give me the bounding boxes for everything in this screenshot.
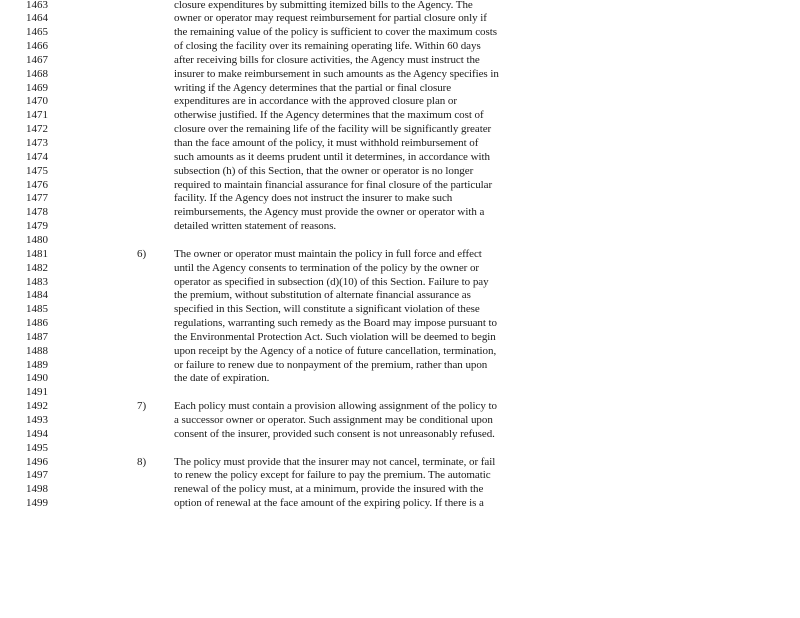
line-text: until the Agency consents to termination of the policy by the owner or bbox=[174, 261, 480, 274]
line-text: the premium, without substitution of alternate financial assurance as bbox=[174, 289, 471, 302]
line-number: 1478 bbox=[26, 206, 48, 219]
line-number: 1488 bbox=[26, 344, 48, 357]
line-number: 1490 bbox=[26, 372, 48, 385]
document-line bbox=[0, 371, 800, 385]
line-number: 1492 bbox=[26, 400, 48, 413]
line-number: 1467 bbox=[26, 53, 48, 66]
line-text: than the face amount of the policy, it must withhold reimbursement of bbox=[174, 137, 479, 149]
line-number: 1491 bbox=[26, 386, 48, 399]
line-text: regulations, warranting such remedy as the Board may impose pursuant to bbox=[174, 317, 498, 330]
line-number: 1466 bbox=[26, 40, 48, 53]
line-number: 1498 bbox=[26, 483, 48, 496]
line-text: to renew the policy except for failure to pay the premium. The automatic bbox=[174, 469, 491, 482]
line-number: 1499 bbox=[26, 497, 48, 510]
line-text: after receiving bills for closure activities, the Agency must instruct the bbox=[174, 53, 480, 66]
line-text: subsection (h) of this Section, that the owner or operator is no longer bbox=[174, 164, 474, 177]
line-text: or failure to renew due to nonpayment of the premium, rather than upon bbox=[174, 358, 488, 371]
line-text: owner or operator may request reimbursement for partial closure only if bbox=[174, 12, 487, 25]
document-line bbox=[0, 261, 800, 275]
line-number: 1479 bbox=[26, 220, 48, 233]
document-line bbox=[0, 81, 800, 95]
line-text: consent of the insurer, provided such consent is not unreasonably refused. bbox=[174, 427, 495, 440]
document-line bbox=[0, 413, 800, 427]
line-text: option of renewal at the face amount of the expiring policy. If there is a bbox=[174, 497, 484, 510]
line-number: 1487 bbox=[26, 330, 48, 343]
line-number: 1471 bbox=[26, 109, 48, 122]
line-number: 1476 bbox=[26, 178, 48, 191]
line-text: operator as specified in subsection (d)(10) of this Section. Failure to pay bbox=[174, 275, 489, 288]
document-line bbox=[0, 136, 800, 150]
document-line bbox=[0, 108, 800, 122]
document-line bbox=[0, 399, 800, 413]
document-line bbox=[0, 67, 800, 81]
line-number: 1484 bbox=[26, 289, 48, 302]
line-number: 1468 bbox=[26, 67, 48, 80]
line-text: The policy must provide that the insurer may not cancel, terminate, or fail bbox=[174, 455, 496, 468]
document-line bbox=[0, 247, 800, 261]
document-line bbox=[0, 441, 800, 455]
document-line bbox=[0, 233, 800, 247]
document-line bbox=[0, 288, 800, 302]
line-text: specified in this Section, will constitute a significant violation of these bbox=[174, 303, 480, 316]
document-line bbox=[0, 455, 800, 469]
line-text: a successor owner or operator. Such assignment may be conditional upon bbox=[174, 414, 493, 426]
document-line bbox=[0, 191, 800, 205]
document-line bbox=[0, 496, 800, 510]
document-line bbox=[0, 11, 800, 25]
document-line bbox=[0, 427, 800, 441]
line-text: detailed written statement of reasons. bbox=[174, 220, 337, 233]
line-number: 1485 bbox=[26, 303, 48, 316]
document-line bbox=[0, 53, 800, 67]
document-line bbox=[0, 205, 800, 219]
line-number: 1497 bbox=[26, 469, 48, 482]
line-number: 1496 bbox=[26, 455, 48, 468]
document-line bbox=[0, 468, 800, 482]
document-line bbox=[0, 94, 800, 108]
line-number: 1469 bbox=[26, 81, 48, 94]
line-number: 1464 bbox=[26, 12, 48, 25]
line-number: 1494 bbox=[26, 427, 48, 440]
line-number: 1475 bbox=[26, 164, 48, 177]
document-line bbox=[0, 482, 800, 496]
document-line bbox=[0, 330, 800, 344]
document-line bbox=[0, 122, 800, 136]
line-number: 1493 bbox=[26, 414, 48, 426]
line-text: upon receipt by the Agency of a notice of future cancellation, termination, bbox=[174, 344, 497, 357]
line-number: 1474 bbox=[26, 150, 48, 163]
line-text: of closing the facility over its remaining operating life. Within 60 days bbox=[174, 40, 481, 53]
line-text: writing if the Agency determines that the partial or final closure bbox=[174, 81, 452, 94]
line-text: Each policy must contain a provision allowing assignment of the policy to bbox=[174, 400, 497, 413]
line-number: 1481 bbox=[26, 247, 48, 260]
line-text: the remaining value of the policy is sufficient to cover the maximum costs bbox=[174, 26, 497, 39]
document-line bbox=[0, 344, 800, 358]
document-line bbox=[0, 358, 800, 372]
line-text: such amounts as it deems prudent until it determines, in accordance with bbox=[174, 150, 490, 163]
item-number: 7) bbox=[137, 400, 147, 413]
document-line bbox=[0, 275, 800, 289]
document-line bbox=[0, 150, 800, 164]
line-text: closure expenditures by submitting itemized bills to the Agency. The bbox=[174, 0, 473, 11]
line-number: 1463 bbox=[26, 0, 48, 11]
line-text: expenditures are in accordance with the approved closure plan or bbox=[174, 95, 457, 108]
line-text: closure over the remaining life of the facility will be significantly greater bbox=[174, 123, 492, 136]
document-line bbox=[0, 164, 800, 178]
document-line bbox=[0, 385, 800, 399]
line-text: insurer to make reimbursement in such amounts as the Agency specifies in bbox=[174, 67, 499, 80]
document-line bbox=[0, 0, 800, 12]
document-line bbox=[0, 39, 800, 53]
line-text: required to maintain financial assurance for final closure of the particular bbox=[174, 178, 493, 191]
line-text: The owner or operator must maintain the policy in full force and effect bbox=[174, 247, 482, 260]
line-text: the date of expiration. bbox=[174, 372, 270, 385]
item-number: 8) bbox=[137, 455, 147, 468]
line-number: 1472 bbox=[26, 123, 48, 136]
line-number: 1486 bbox=[26, 317, 48, 330]
document-line bbox=[0, 219, 800, 233]
line-number: 1482 bbox=[26, 261, 48, 274]
line-text: reimbursements, the Agency must provide the owner or operator with a bbox=[174, 206, 485, 219]
line-text: the Environmental Protection Act. Such violation will be deemed to begin bbox=[174, 330, 496, 343]
document-line bbox=[0, 25, 800, 39]
line-number: 1495 bbox=[26, 441, 48, 454]
line-text: renewal of the policy must, at a minimum, provide the insured with the bbox=[174, 483, 484, 496]
line-number: 1480 bbox=[26, 233, 48, 246]
line-number: 1465 bbox=[26, 26, 48, 39]
line-number: 1473 bbox=[26, 137, 48, 149]
document-line bbox=[0, 302, 800, 316]
line-text: otherwise justified. If the Agency determines that the maximum cost of bbox=[174, 109, 484, 122]
line-text: facility. If the Agency does not instruct the insurer to make such bbox=[174, 192, 453, 205]
line-number: 1483 bbox=[26, 275, 48, 288]
line-number: 1470 bbox=[26, 95, 48, 108]
line-number: 1489 bbox=[26, 358, 48, 371]
document-line bbox=[0, 178, 800, 192]
item-number: 6) bbox=[137, 247, 147, 260]
line-number: 1477 bbox=[26, 192, 48, 205]
document-line bbox=[0, 316, 800, 330]
